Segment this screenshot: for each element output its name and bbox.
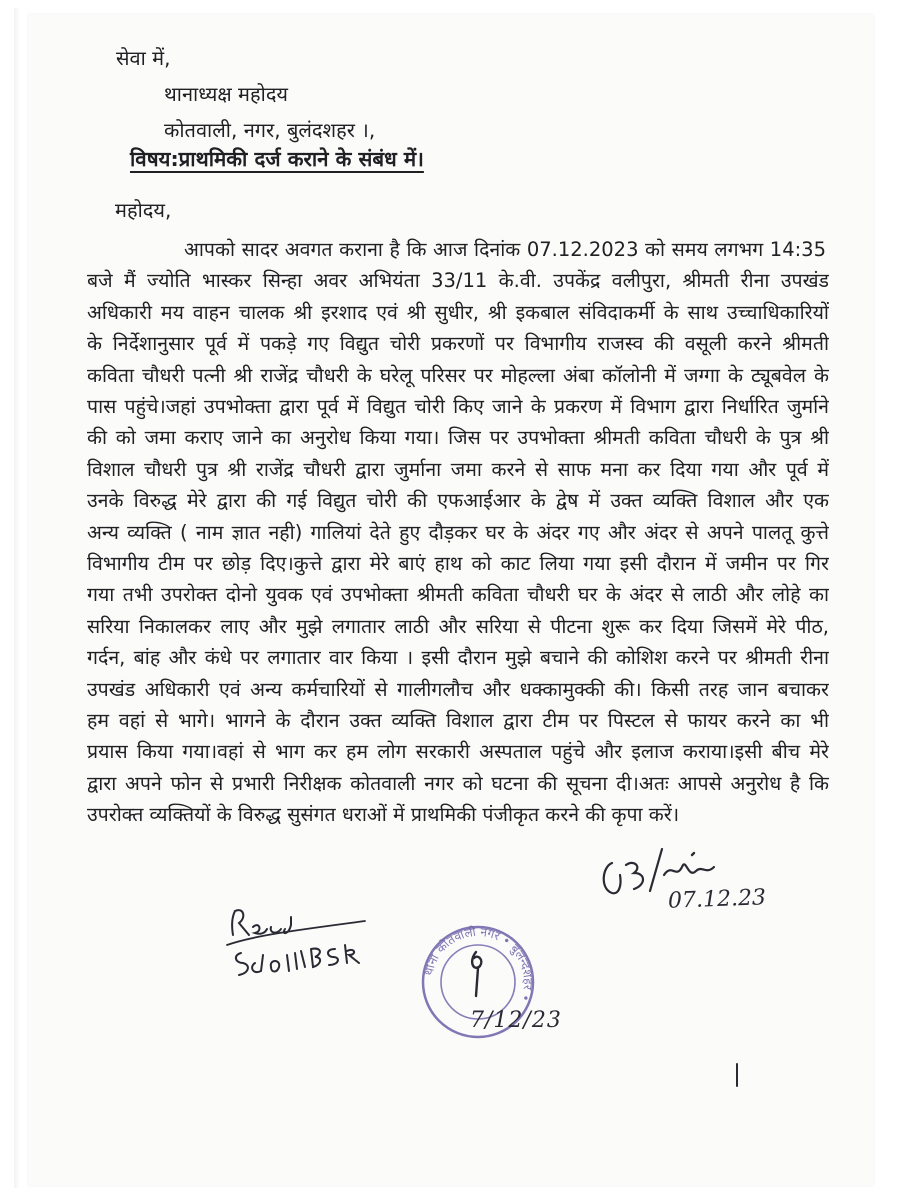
- body-line: गया तभी उपरोक्त दोनो युवक एवं उपभोक्ता श्रीमती कविता चौधरी घर के अंदर से लाठी और लोहे का: [87, 583, 829, 607]
- body-line: के निर्देशानुसार पूर्व में पकड़े गए विद्युत चोरी प्रकरणों पर विभागीय राजस्व की वसूली करने श्रीमती: [87, 332, 829, 356]
- body-line: गर्दन, बांह और कंधे पर लगातार वार किया । इसी दौरान मुझे बचाने की कोशिश करने पर श्रीमती रीना: [87, 646, 829, 670]
- body-line: विशाल चौधरी पुत्र श्री राजेंद्र चौधरी द्वारा जुर्माना जमा करने से साफ मना कर दिया गया और पूर्व में: [87, 457, 829, 481]
- body-line: अन्य व्यक्ति ( नाम ज्ञात नही) गालियां देते हुए दौड़कर घर के अंदर गए और अंदर से अपने पालतू कुत्ते: [87, 520, 829, 544]
- body-line: उनके विरुद्ध मेरे द्वारा की गई विद्युत चोरी की एफआईआर के द्वेष में उक्त व्यक्ति विशाल और एक: [87, 489, 829, 513]
- signature: [590, 845, 820, 935]
- subject-line: विषय:प्राथमिकी दर्ज कराने के संबंध में।: [130, 147, 424, 171]
- body-line: उपखंड अधिकारी एवं अन्य कर्मचारियों से गालीगलौच और धक्कामुक्की की। किसी तरह जान बचाकर: [87, 677, 829, 701]
- svg-text:थाना कोतवाली नगर • बुलन्दशहर •: थाना कोतवाली नगर • बुलन्दशहर •: [421, 924, 536, 1004]
- body-line: अधिकारी मय वाहन चालक श्री इरशाद एवं श्री सुधीर, श्री इकबाल संविदाकर्मी के साथ उच्चाधिकारियों: [87, 300, 829, 324]
- received-note-handwriting: [225, 905, 375, 995]
- stray-mark: [734, 1062, 740, 1088]
- body-line: सरिया निकालकर लाए और मुझे लगातार लाठी और सरिया से पीटना शुरू कर दिया जिसमें मेरे पीठ,: [87, 614, 829, 638]
- recipient-title: थानाध्यक्ष महोदय: [164, 82, 289, 106]
- greeting: महोदय,: [115, 198, 172, 222]
- body-line: पास पहुंचे।जहां उपभोक्ता द्वारा पूर्व में विद्युत चोरी किए जाने के प्रकरण में विभाग द्वारा निर्धारित जुर्माने: [87, 395, 829, 418]
- body-line: विभागीय टीम पर छोड़ दिए।कुत्ते द्वारा मेरे बाएं हाथ को काट लिया गया इसी दौरान में जमीन पर गिर: [87, 552, 829, 575]
- body-line: आपको सादर अवगत कराना है कि आज दिनांक 07.12.2023 को समय लगभग 14:35: [184, 238, 826, 261]
- page-edge-shadow: [14, 8, 20, 1188]
- salutation-to: सेवा में,: [116, 46, 171, 70]
- body-line: कविता चौधरी पत्नी श्री राजेंद्र चौधरी के घरेलू परिसर पर मोहल्ला अंबा कॉलोनी में जग्गा के ट्यूबवेल के: [87, 363, 829, 387]
- body-line: हम वहां से भागे। भागने के दौरान उक्त व्यक्ति विशाल द्वारा टीम पर पिस्टल से फायर करने का भी: [87, 709, 829, 732]
- signature-date: 07.12.23: [667, 885, 767, 914]
- body-line: प्रयास किया गया।वहां से भाग कर हम लोग सरकारी अस्पताल पहुंचे और इलाज कराया।इसी बीच मेरे: [87, 740, 829, 764]
- body-line: द्वारा अपने फोन से प्रभारी निरीक्षक कोतवाली नगर को घटना की सूचना दी।अतः आपसे अनुरोध है कि: [87, 771, 829, 795]
- received-note: [225, 905, 375, 995]
- stamp-date: 7/12/23: [470, 1008, 562, 1033]
- body-line: उपरोक्त व्यक्तियों के विरुद्ध सुसंगत धराओं में प्राथमिकी पंजीकृत करने की कृपा करें।: [87, 803, 680, 827]
- body-line: की को जमा कराए जाने का अनुरोध किया गया। जिस पर उपभोक्ता श्रीमती कविता चौधरी के पुत्र श्री: [87, 426, 829, 450]
- body-line: बजे मैं ज्योति भास्कर सिन्हा अवर अभियंता 33/11 के.वी. उपकेंद्र वलीपुरा, श्रीमती रीना उपखंड: [87, 269, 829, 293]
- recipient-address: कोतवाली, नगर, बुलंदशहर ।,: [164, 118, 376, 142]
